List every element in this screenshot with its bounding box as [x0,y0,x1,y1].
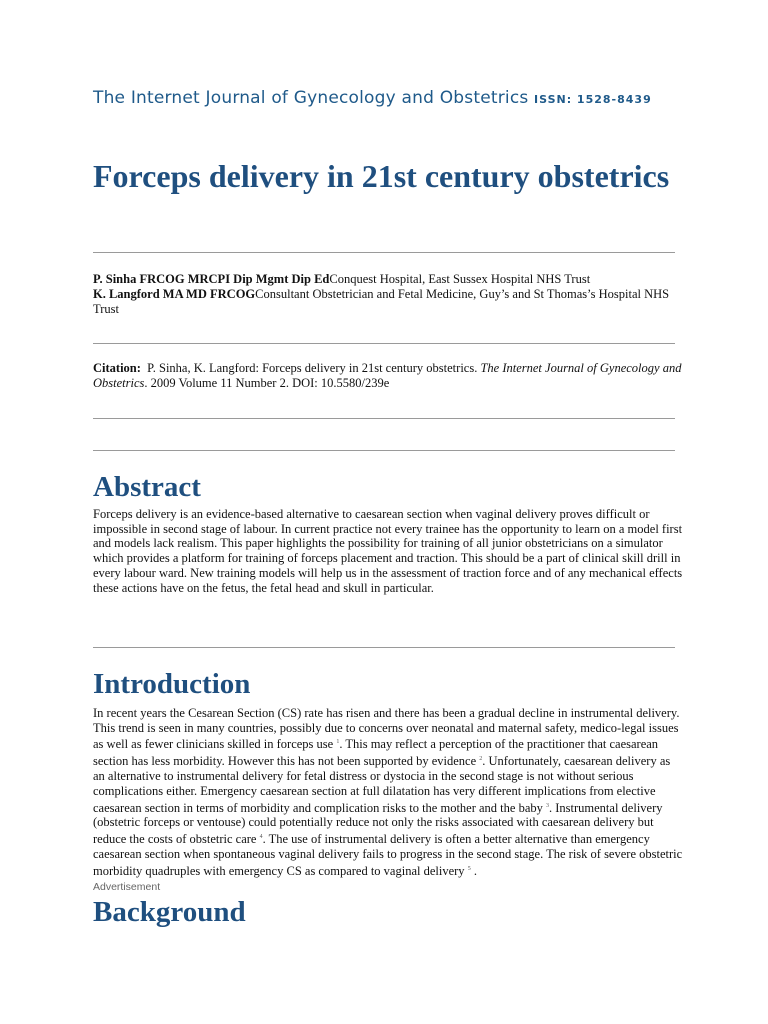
reference-marker[interactable]: 3 [546,802,549,809]
reference-marker[interactable]: 5 [467,865,471,872]
journal-issn: ISSN: 1528-8439 [534,93,652,106]
intro-text-segment: . Instrumental delivery (obstetric forceps or ventouse) could potentially reduce not only the risks associated with caesarean delivery but reduce the costs of obstetric care [93,800,663,847]
divider [93,252,675,253]
citation-label: Citation: [93,361,141,375]
author-entry [93,272,683,287]
abstract-heading: Abstract [93,471,201,503]
abstract-text: Forceps delivery is an evidence-based alternative to caesarean section when vaginal delivery proves difficult or impossible in second stage of labour. In current practice not every trainee has the opportunity to learn on a model first and models lack realism. This paper highlights the possibility for training of all junior obstetricians on a simulator which provides a platform for training of forceps placement and traction. This should be a part of clinical skill drill in every labour ward. New training models will help us in the assessment of traction force and of any mechanical effects these actions have on the fetus, the fetal head and skull in particular. [93,507,683,595]
divider [93,343,675,344]
citation [93,361,683,391]
journal-name[interactable]: The Internet Journal of Gynecology and Obstetrics [93,88,529,108]
author-name: K. Langford MA MD FRCOG [93,287,256,301]
reference-marker[interactable]: 1 [336,739,340,746]
divider [93,450,675,451]
divider [93,418,675,419]
citation-text: P. Sinha, K. Langford: Forceps delivery in 21st century obstetrics. [147,361,478,375]
journal-header [93,88,673,110]
intro-text-segment: . Unfortunately, caesarean delivery as an alternative to instrumental delivery for fetal distress or dystocia in the second stage is not without serious complications either. Emergency caesarean section at full dilatation has very different implications from elective caesarean section in terms of morbidity and complication risks to the mother and the baby [93,754,671,815]
article-title: Forceps delivery in 21st century obstetrics [93,158,670,194]
introduction-heading: Introduction [93,668,251,700]
citation-details: . 2009 Volume 11 Number 2. DOI: 10.5580/239e [144,376,390,390]
reference-marker[interactable]: 4 [259,834,263,841]
background-heading: Background [93,896,246,928]
citation-journal: The Internet Journal of Gynecology and Obstetrics [93,361,682,390]
author-name: P. Sinha FRCOG MRCPI Dip Mgmt Dip Ed [93,272,330,286]
introduction-text [93,706,683,879]
intro-text-segment: . This may reflect a perception of the practitioner that caesarean section has less morbidity. However this has not been supported by evidence [93,737,659,769]
intro-text-segment: . [470,863,477,878]
reference-marker[interactable]: 2 [479,756,483,763]
author-affiliation: Consultant Obstetrician and Fetal Medicine, Guy’s and St Thomas’s Hospital NHS Trust [93,287,670,316]
intro-text-segment: . The use of instrumental delivery is often a better alternative than emergency caesarean section when spontaneous vaginal delivery fails to progress in the second stage. The risk of severe obstetric morbidity quadruples with emergency CS as compared to vaginal delivery [93,832,683,878]
author-affiliation: Conquest Hospital, East Sussex Hospital NHS Trust [329,272,591,286]
intro-text-segment: In recent years the Cesarean Section (CS) rate has risen and there has been a gradual decline in instrumental delivery. This trend is seen in many countries, possibly due to concerns over neonatal and maternal safety, medico-legal issues as well as fewer clinicians skilled in forceps use [93,706,680,752]
advertisement-label: Advertisement [93,881,161,893]
author-list [93,272,683,317]
author-entry [93,287,683,317]
divider [93,647,675,648]
